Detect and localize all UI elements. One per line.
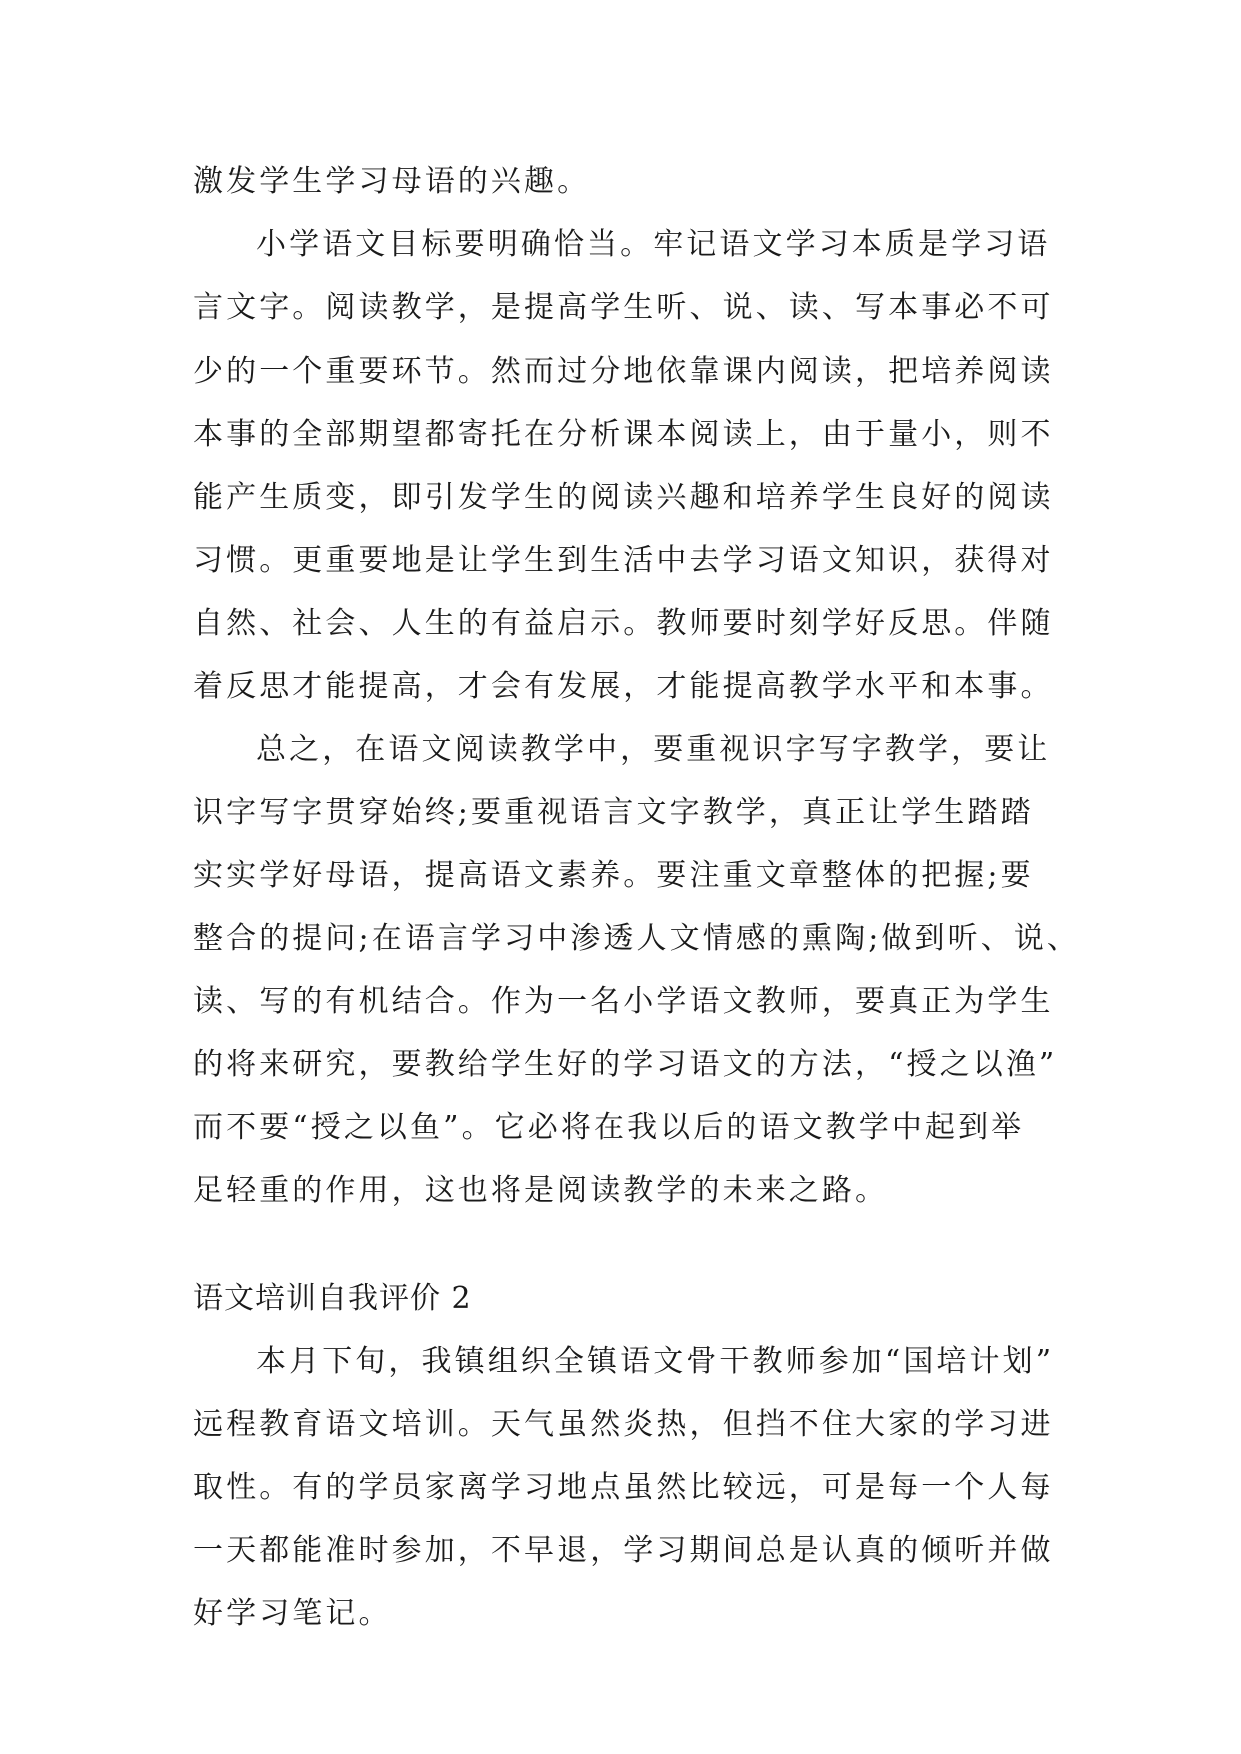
text-line: 读、写的有机结合。作为一名小学语文教师，要真正为学生 — [193, 984, 1054, 1019]
paragraph-first-line: 总之，在语文阅读教学中，要重视识字写字教学，要让 — [256, 732, 1051, 767]
text-line: 远程教育语文培训。天气虽然炎热，但挡不住大家的学习进 — [193, 1407, 1054, 1442]
text-line: 着反思才能提高，才会有发展，才能提高教学水平和本事。 — [193, 669, 1054, 704]
paragraph-first-line: 本月下旬，我镇组织全镇语文骨干教师参加“国培计划” — [256, 1344, 1055, 1379]
text-line: 习惯。更重要地是让学生到生活中去学习语文知识，获得对 — [193, 543, 1054, 578]
text-line: 能产生质变，即引发学生的阅读兴趣和培养学生良好的阅读 — [193, 480, 1054, 515]
text-line: 本事的全部期望都寄托在分析课本阅读上，由于量小，则不 — [193, 417, 1054, 452]
text-line: 好学习笔记。 — [193, 1596, 392, 1631]
text-line: 实实学好母语，提高语文素养。要注重文章整体的把握;要 — [193, 858, 1034, 893]
paragraph-first-line: 小学语文目标要明确恰当。牢记语文学习本质是学习语 — [256, 227, 1051, 262]
text-line: 取性。有的学员家离学习地点虽然比较远，可是每一个人每 — [193, 1470, 1054, 1505]
text-line: 整合的提问;在语言学习中渗透人文情感的熏陶;做到听、说、 — [193, 921, 1081, 956]
text-line: 而不要“授之以鱼”。它必将在我以后的语文教学中起到举 — [193, 1110, 1025, 1145]
text-line: 言文字。阅读教学，是提高学生听、说、读、写本事必不可 — [193, 290, 1054, 325]
text-line: 少的一个重要环节。然而过分地依靠课内阅读，把培养阅读 — [193, 354, 1054, 389]
text-line: 识字写字贯穿始终;要重视语言文字教学，真正让学生踏踏 — [193, 795, 1034, 830]
text-line: 足轻重的作用，这也将是阅读教学的未来之路。 — [193, 1173, 889, 1208]
section-heading: 语文培训自我评价 2 — [193, 1281, 472, 1316]
text-line: 自然、社会、人生的有益启示。教师要时刻学好反思。伴随 — [193, 606, 1054, 641]
text-line: 的将来研究，要教给学生好的学习语文的方法，“授之以渔” — [193, 1047, 1058, 1082]
text-line: 激发学生学习母语的兴趣。 — [193, 164, 591, 199]
text-line: 一天都能准时参加，不早退，学习期间总是认真的倾听并做 — [193, 1533, 1054, 1568]
